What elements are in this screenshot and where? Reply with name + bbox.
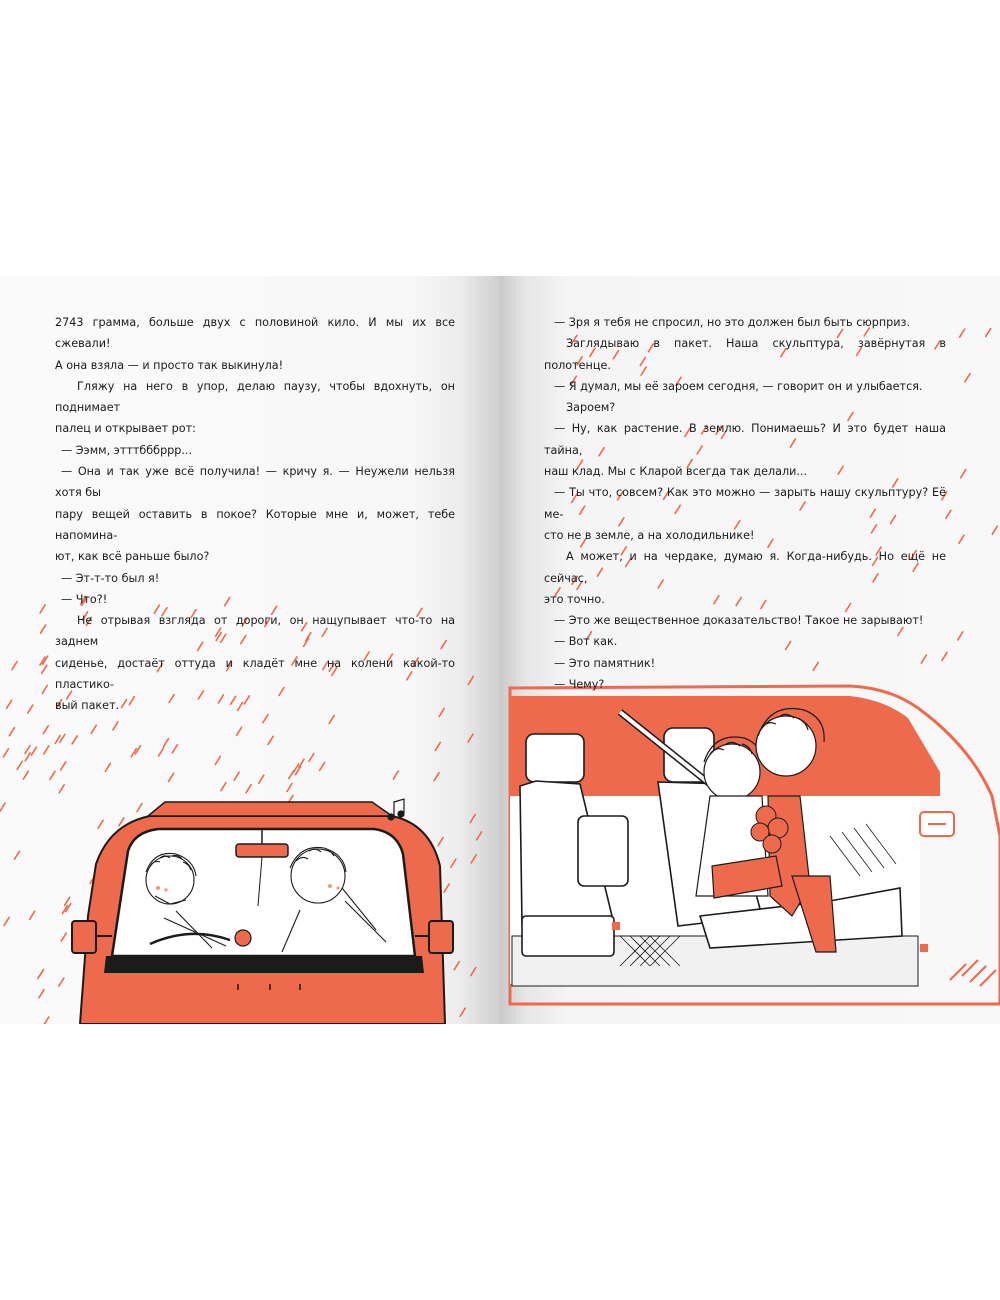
paragraph: сиденье, достаёт оттуда и кладёт мне на колени какой-то пластико- bbox=[55, 656, 455, 692]
rain-dash bbox=[44, 1017, 49, 1024]
rain-dash bbox=[438, 838, 443, 846]
rain-dash bbox=[946, 510, 951, 518]
rain-dash bbox=[9, 728, 14, 736]
rain-dash bbox=[299, 759, 304, 767]
rain-dash bbox=[98, 820, 103, 828]
dialogue-line: — Что?! bbox=[61, 592, 108, 606]
paragraph: Не отрывая взгляда от дороги, он нащупывает что-то на заднем bbox=[55, 614, 455, 649]
rain-dash bbox=[477, 832, 482, 840]
rain-dash bbox=[39, 990, 44, 998]
rain-dash bbox=[468, 734, 473, 742]
rain-dash bbox=[259, 775, 264, 783]
dialogue-line: — Это же вещественное доказательство! Такое не зарывают! bbox=[554, 614, 924, 628]
rain-dash bbox=[119, 818, 124, 826]
rain-dash bbox=[471, 855, 476, 863]
rain-dash bbox=[215, 756, 220, 764]
rain-dash bbox=[958, 632, 963, 640]
dialogue-line: — Она и так уже всё получила! — кричу я. — Неужели нельзя хотя бы bbox=[55, 465, 455, 500]
rain-dash bbox=[965, 374, 970, 382]
rain-dash bbox=[309, 754, 314, 762]
dialogue-line: — Зря я тебя не спросил, но это должен был быть сюрприз. bbox=[554, 316, 911, 329]
rain-dash bbox=[0, 803, 5, 811]
rain-dash bbox=[268, 736, 273, 744]
paragraph: сто не в земле, а на холодильнике! bbox=[544, 528, 755, 542]
rain-dash bbox=[7, 700, 12, 708]
paragraph: А может, и на чердаке, думаю я. Когда-нибудь. Но ещё не сейчас, bbox=[544, 550, 946, 585]
rain-dash bbox=[4, 917, 9, 925]
rain-dash bbox=[113, 722, 118, 730]
dialogue-line: — Это памятник! bbox=[554, 656, 656, 670]
dialogue-line: — Ээмм, этттбббррр... bbox=[61, 443, 193, 457]
rain-dash bbox=[169, 773, 174, 781]
rain-dash bbox=[31, 747, 36, 755]
rain-dash bbox=[393, 771, 398, 779]
rain-dash bbox=[159, 748, 164, 756]
paragraph: А она взяла — и просто так выкинула! bbox=[55, 358, 284, 372]
dialogue-line: — Чему? bbox=[554, 678, 605, 692]
rain-dash bbox=[237, 727, 242, 735]
paragraph: Зароем? bbox=[566, 401, 616, 415]
rain-dash bbox=[221, 783, 226, 791]
rain-dash bbox=[17, 761, 22, 769]
rain-dash bbox=[959, 535, 964, 543]
paragraph: палец и открывает рот: bbox=[55, 422, 196, 436]
rain-dash bbox=[25, 753, 30, 761]
rain-dash bbox=[468, 676, 473, 684]
left-page-text bbox=[55, 312, 455, 717]
rain-dash bbox=[444, 884, 449, 892]
paragraph: наш клад. Мы с Кларой всегда так делали... bbox=[544, 465, 808, 479]
rain-dash bbox=[137, 804, 142, 812]
rain-dash bbox=[42, 665, 47, 673]
paragraph: 2743 грамма, больше двух с половиной кило. И мы их все сжевали! bbox=[55, 316, 455, 351]
rain-dash bbox=[15, 851, 20, 859]
rain-dash bbox=[12, 662, 17, 670]
rain-dash bbox=[961, 470, 966, 478]
dialogue-line: — Эт-т-то был я! bbox=[61, 571, 160, 585]
rain-dash bbox=[25, 746, 30, 754]
rain-dash bbox=[451, 859, 456, 867]
rain-dash bbox=[50, 771, 55, 779]
rain-dash bbox=[320, 762, 325, 770]
dialogue-line: — Ну, как растение. В землю. Понимаешь? И это будет наша тайна, bbox=[544, 422, 946, 457]
rain-dash bbox=[30, 911, 35, 919]
rain-dash bbox=[246, 785, 251, 793]
rain-dash bbox=[72, 736, 77, 744]
rain-dash bbox=[434, 773, 439, 781]
dialogue-line: — Я думал, мы её зароем сегодня, — говорит он и улыбается. bbox=[554, 379, 923, 393]
rain-dash bbox=[44, 746, 49, 754]
rain-dash bbox=[470, 815, 475, 823]
left-page bbox=[0, 276, 500, 1024]
book-spread bbox=[0, 276, 1000, 1024]
paragraph: пару вещей оставить в покое? Которые мне и, может, тебе напомина- bbox=[55, 507, 455, 542]
rain-dash bbox=[40, 605, 45, 613]
rain-dash bbox=[460, 1008, 465, 1016]
rain-dash bbox=[28, 705, 33, 713]
paragraph: это точно. bbox=[544, 592, 605, 606]
rain-dash bbox=[65, 897, 70, 905]
rain-dash bbox=[960, 329, 965, 337]
rain-dash bbox=[454, 962, 459, 970]
rain-dash bbox=[105, 763, 110, 771]
rain-dash bbox=[91, 725, 96, 733]
paragraph: Заглядываю в пакет. Наша скульптура, завёрнутая в полотенце. bbox=[544, 337, 946, 372]
rain-dash bbox=[61, 933, 66, 941]
dialogue-line: — Ты что, совсем? Как это можно — зарыть нашу скульптуру? Её ме- bbox=[544, 486, 946, 521]
rain-dash bbox=[234, 772, 239, 780]
rain-dash bbox=[172, 745, 177, 753]
rain-dash bbox=[471, 968, 476, 976]
rain-dash bbox=[986, 329, 991, 337]
rain-dash bbox=[164, 739, 169, 747]
rain-dash bbox=[43, 726, 48, 734]
right-page bbox=[500, 276, 1000, 1024]
paragraph: вый пакет. bbox=[55, 699, 120, 713]
rain-dash bbox=[435, 742, 440, 750]
rain-dash bbox=[3, 749, 8, 757]
rain-dash bbox=[42, 686, 47, 694]
paragraph: Гляжу на него в упор, делаю паузу, чтобы вдохнуть, он поднимает bbox=[55, 379, 455, 415]
rain-dash bbox=[59, 978, 64, 986]
rain-dash bbox=[59, 785, 64, 793]
rain-dash bbox=[41, 625, 46, 633]
right-page-text bbox=[544, 312, 946, 695]
dialogue-line: — Вот как. bbox=[554, 635, 618, 649]
rain-dash bbox=[287, 784, 292, 792]
rain-dash bbox=[38, 971, 43, 979]
rain-dash bbox=[992, 526, 997, 534]
rain-dash bbox=[61, 762, 66, 770]
rain-dash bbox=[23, 771, 28, 779]
paragraph: ют, как всё раньше было? bbox=[55, 550, 210, 564]
